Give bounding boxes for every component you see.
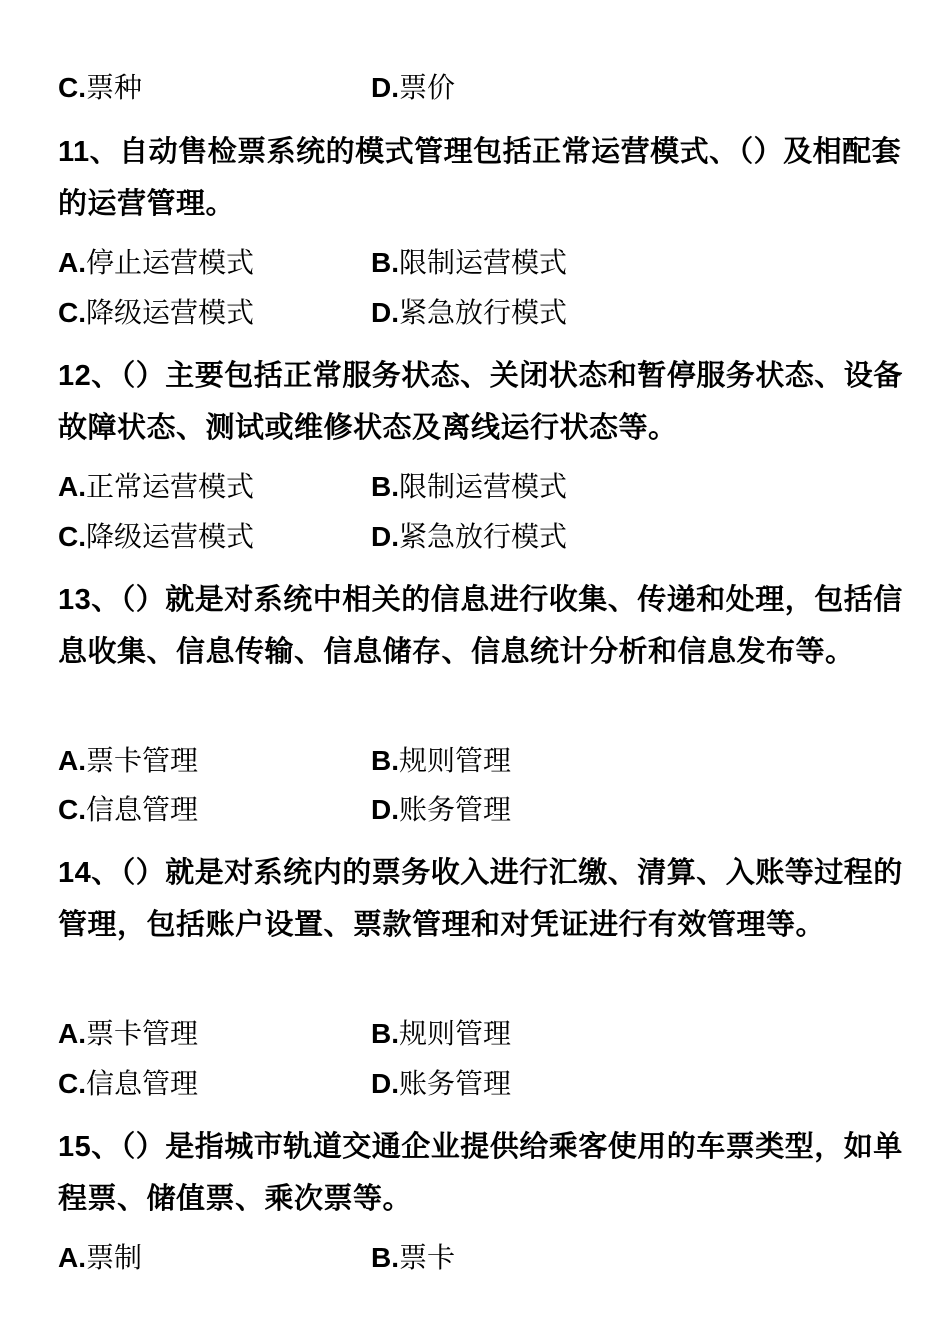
- option-b: B.票卡: [371, 1241, 456, 1274]
- option-b: B.规则管理: [371, 744, 512, 777]
- option-row: [58, 517, 918, 557]
- option-row: [58, 293, 918, 333]
- option-a: A.票卡管理: [58, 1017, 199, 1050]
- question-11: 11、自动售检票系统的模式管理包括正常运营模式、（）及相配套的运营管理。: [58, 134, 902, 220]
- option-row: [58, 1064, 918, 1104]
- option-a: A.正常运营模式: [58, 470, 255, 503]
- option-b: B.限制运营模式: [371, 246, 568, 279]
- option-row: [58, 467, 918, 507]
- option-a: A.停止运营模式: [58, 246, 255, 279]
- option-a: A.票卡管理: [58, 744, 199, 777]
- option-row: [58, 68, 918, 108]
- question-13: 13、（）就是对系统中相关的信息进行收集、传递和处理，包括信息收集、信息传输、信息储存、信息统计分析和信息发布等。: [58, 582, 903, 668]
- option-row: [58, 1238, 918, 1278]
- option-row: [58, 1014, 918, 1054]
- question-12: 12、（）主要包括正常服务状态、关闭状态和暂停服务状态、设备故障状态、测试或维修状态及离线运行状态等。: [58, 358, 903, 444]
- option-b: B.限制运营模式: [371, 470, 568, 503]
- option-d: D.账务管理: [371, 1067, 512, 1100]
- option-row: [58, 790, 918, 830]
- option-b: B.规则管理: [371, 1017, 512, 1050]
- option-row: [58, 741, 918, 781]
- option-d: D.票价: [371, 71, 456, 104]
- question-14: 14、（）就是对系统内的票务收入进行汇缴、清算、入账等过程的管理，包括账户设置、票款管理和对凭证进行有效管理等。: [58, 855, 903, 941]
- option-d: D.紧急放行模式: [371, 520, 568, 553]
- option-row: [58, 243, 918, 283]
- option-c: C.信息管理: [58, 1067, 199, 1100]
- option-c: C.降级运营模式: [58, 296, 255, 329]
- option-d: D.紧急放行模式: [371, 296, 568, 329]
- option-c: C.票种: [58, 71, 143, 104]
- option-c: C.信息管理: [58, 793, 199, 826]
- option-a: A.票制: [58, 1241, 143, 1274]
- option-d: D.账务管理: [371, 793, 512, 826]
- question-15: 15、（）是指城市轨道交通企业提供给乘客使用的车票类型，如单程票、储值票、乘次票等。: [58, 1129, 903, 1215]
- option-c: C.降级运营模式: [58, 520, 255, 553]
